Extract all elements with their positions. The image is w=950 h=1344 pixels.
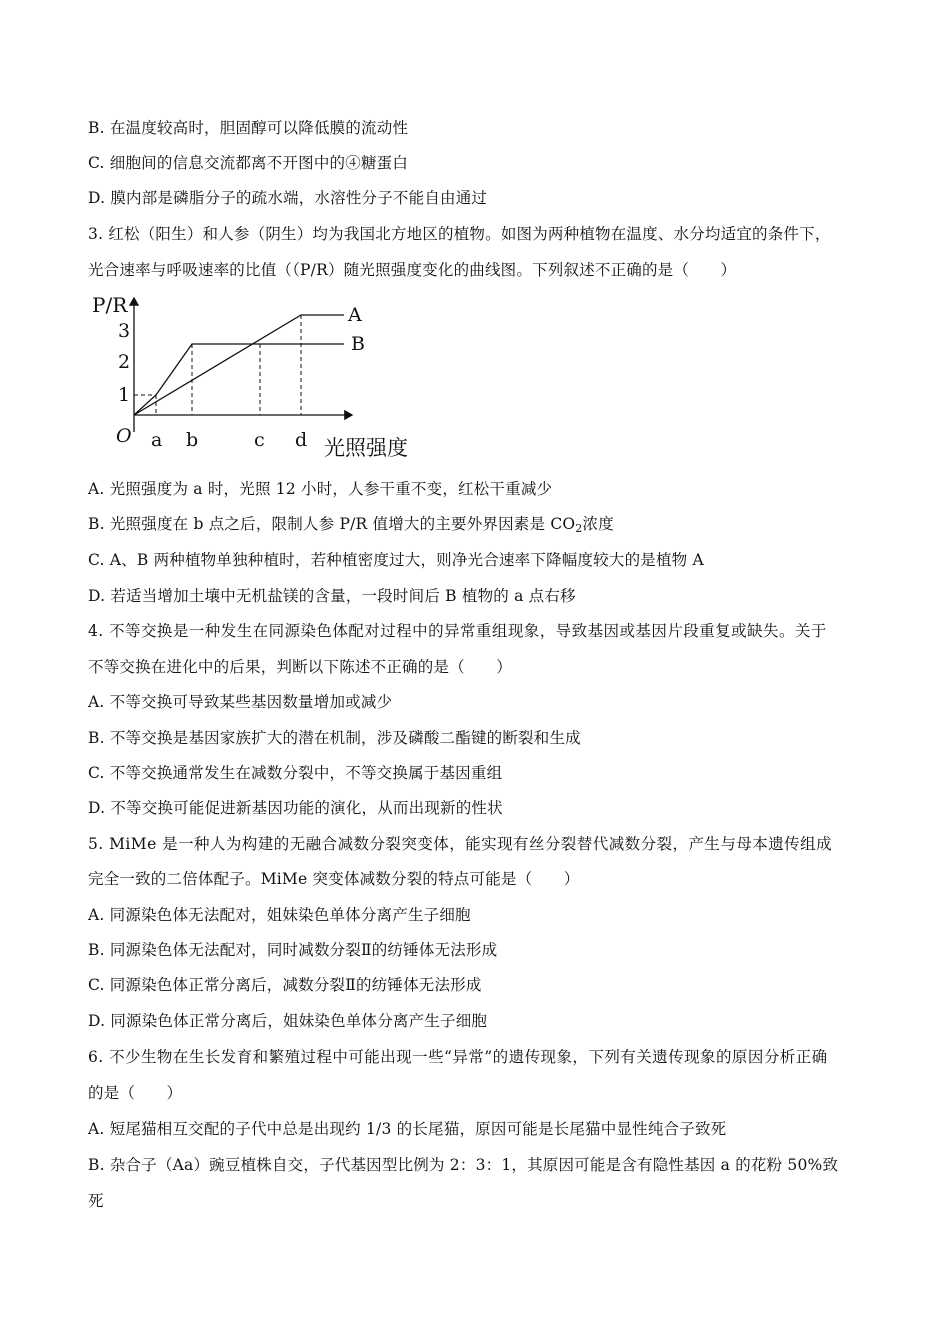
option-5a: A. 同源染色体无法配对，姐妹染色单体分离产生子细胞	[88, 906, 471, 924]
question-3-stem: 3. 红松（阳生）和人参（阴生）均为我国北方地区的植物。如图为两种植物在温度、水分均适宜的条件下，	[88, 225, 831, 243]
option-3c: C. A、B 两种植物单独种植时，若种植密度过大，则净光合速率下降幅度较大的是植物 A	[88, 551, 704, 569]
option-3a: A. 光照强度为 a 时，光照 12 小时，人参干重不变，红松干重减少	[88, 480, 553, 498]
option-4b: B. 不等交换是基因家族扩大的潜在机制，涉及磷酸二酯键的断裂和生成	[88, 729, 581, 747]
option-3d: D. 若适当增加土壤中无机盐镁的含量，一段时间后 B 植物的 a 点右移	[88, 587, 576, 605]
option-4c: C. 不等交换通常发生在减数分裂中，不等交换属于基因重组	[88, 764, 503, 782]
series-b-label: B	[351, 333, 365, 355]
question-5-stem: 5. MiMe 是一种人为构建的无融合减数分裂突变体，能实现有丝分裂替代减数分裂，产生与母本遗传组成	[88, 835, 833, 853]
option-5c: C. 同源染色体正常分离后，减数分裂Ⅱ的纺锤体无法形成	[88, 976, 482, 994]
question-4-stem-cont: 不等交换在进化中的后果，判断以下陈述不正确的是（ ）	[88, 658, 512, 676]
option-3b	[88, 514, 614, 539]
series-a-line	[134, 315, 344, 415]
y-tick-3: 3	[118, 320, 131, 342]
option-4a: A. 不等交换可导致某些基因数量增加或减少	[88, 693, 393, 711]
x-tick-a: a	[151, 429, 163, 451]
x-tick-b: b	[186, 429, 199, 451]
question-5-stem-cont: 完全一致的二倍体配子。MiMe 突变体减数分裂的特点可能是（ ）	[88, 870, 580, 888]
option-2c: C. 细胞间的信息交流都离不开图中的④糖蛋白	[88, 154, 409, 172]
option-2b: B. 在温度较高时，胆固醇可以降低膜的流动性	[88, 119, 409, 137]
pr-light-chart	[88, 288, 428, 470]
series-b-line	[134, 344, 344, 415]
series-a-label: A	[348, 304, 362, 326]
option-6b-cont: 死	[88, 1192, 104, 1210]
y-tick-2: 2	[118, 351, 131, 373]
option-3b-text: B. 光照强度在 b 点之后，限制人参 P/R 值增大的主要外界因素是 CO	[88, 515, 576, 533]
option-6a: A. 短尾猫相互交配的子代中总是出现约 1/3 的长尾猫，原因可能是长尾猫中显性纯合子致死	[88, 1120, 727, 1138]
option-5b: B. 同源染色体无法配对，同时减数分裂Ⅱ的纺锤体无法形成	[88, 941, 498, 959]
origin-label: O	[116, 425, 132, 447]
x-tick-c: c	[254, 429, 265, 451]
question-3-stem-cont: 光合速率与呼吸速率的比值（（P/R）随光照强度变化的曲线图。下列叙述不正确的是（ ）	[88, 261, 737, 279]
y-axis-label: P/R	[92, 293, 128, 317]
question-6-stem: 6. 不少生物在生长发育和繁殖过程中可能出现一些“异常”的遗传现象，下列有关遗传现象的原因分析正确	[88, 1048, 828, 1066]
question-6-stem-cont: 的是（ ）	[88, 1084, 183, 1102]
option-6b: B. 杂合子（Aa）豌豆植株自交，子代基因型比例为 2：3：1，其原因可能是含有隐性基因 a 的花粉 50%致	[88, 1156, 839, 1174]
x-axis-label: 光照强度	[324, 436, 408, 460]
y-tick-1: 1	[118, 384, 131, 406]
question-4-stem: 4. 不等交换是一种发生在同源染色体配对过程中的异常重组现象，导致基因或基因片段重复或缺失。关于	[88, 622, 827, 640]
option-4d: D. 不等交换可能促进新基因功能的演化，从而出现新的性状	[88, 799, 503, 817]
x-tick-d: d	[295, 429, 308, 451]
option-5d: D. 同源染色体正常分离后，姐妹染色单体分离产生子细胞	[88, 1012, 488, 1030]
option-2d: D. 膜内部是磷脂分子的疏水端，水溶性分子不能自由通过	[88, 189, 488, 207]
option-3b-tail: 浓度	[582, 515, 614, 533]
co2-subscript: 2	[575, 522, 583, 535]
